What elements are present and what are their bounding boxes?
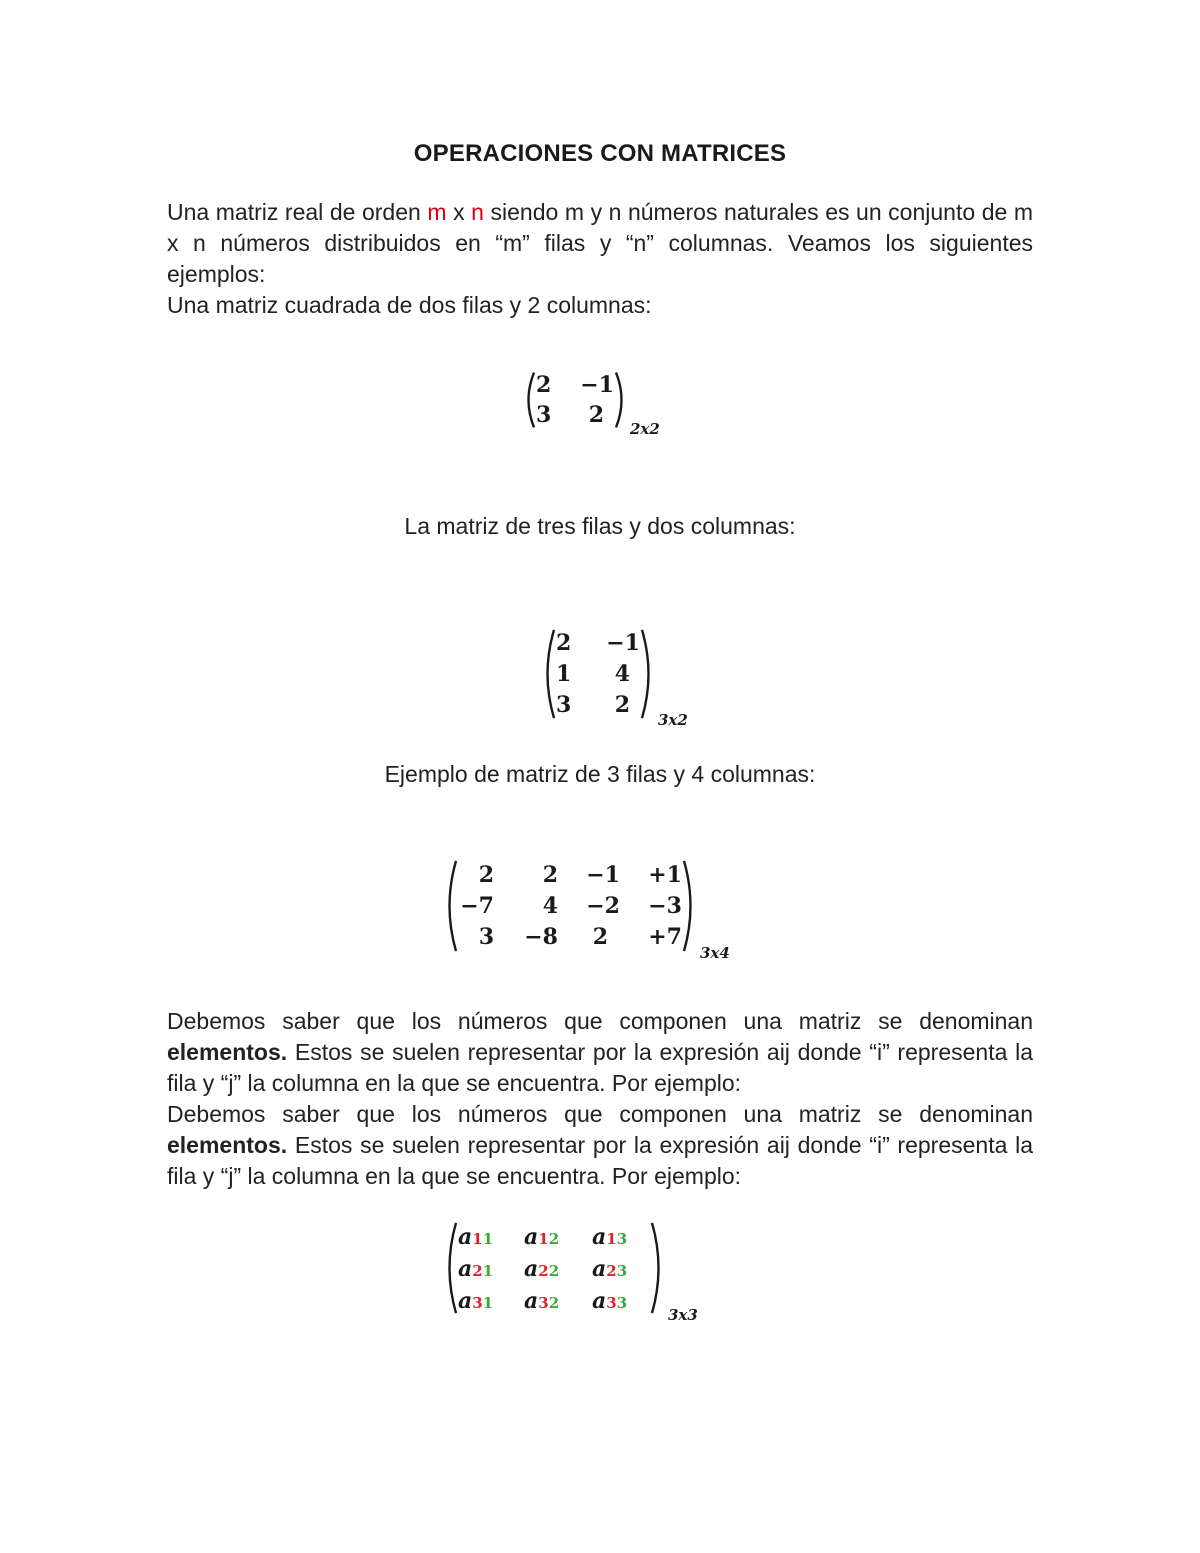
aij-expression: aij [766, 1132, 790, 1158]
matrix-element-a32 [524, 1286, 592, 1318]
column-index: 2 [548, 1230, 560, 1248]
matrix-3x3-elements [442, 1222, 698, 1324]
elements-text-1: Debemos saber que los números que componen una matriz se denominan [167, 1101, 1033, 1127]
left-paren [442, 1222, 458, 1314]
matrix-cell: −3 [648, 893, 682, 919]
matrix-element-a23 [592, 1254, 650, 1286]
row-index: 2 [606, 1262, 617, 1280]
matrix-2x2-grid [536, 372, 614, 428]
matrix-cell: −1 [586, 862, 620, 888]
matrix-3x2 [540, 629, 688, 729]
matrix-cell: 4 [542, 893, 558, 919]
element-letter: a [458, 1224, 473, 1250]
column-index: 1 [482, 1230, 494, 1248]
matrix-cell: 1 [556, 661, 572, 687]
intro-paragraph [167, 197, 1033, 321]
right-paren [614, 372, 628, 428]
right-paren [682, 860, 698, 952]
element-letter: a [524, 1288, 539, 1314]
matrix-element-a21 [458, 1254, 524, 1286]
left-paren [522, 372, 536, 428]
column-index: 1 [482, 1262, 494, 1280]
matrix-cell: −8 [524, 924, 558, 950]
order-n: n [471, 199, 484, 225]
element-letter: a [458, 1288, 473, 1314]
matrix-cell: 3 [536, 402, 552, 428]
elements-bold: elementos. [167, 1132, 288, 1158]
matrix-cell: +1 [648, 862, 682, 888]
page-title: OPERACIONES CON MATRICES [413, 140, 787, 167]
matrix-element-a22 [524, 1254, 592, 1286]
matrix-order-label: 3x4 [700, 944, 730, 962]
column-index: 3 [616, 1294, 628, 1312]
row-index: 3 [606, 1294, 617, 1312]
order-m: m [427, 199, 447, 225]
caption-3x4: Ejemplo de matriz de 3 filas y 4 columnas: [384, 761, 816, 787]
elements-text-3: donde “i” representa la fila y “j” la columna en la que se encuentra. Por ejemplo: [167, 1039, 1033, 1096]
matrix-order-label: 3x2 [658, 711, 688, 729]
row-index: 1 [538, 1230, 549, 1248]
matrix-element-a11 [458, 1222, 524, 1254]
intro-text-2: siendo m y n números naturales es un conjunto de m x n números distribuidos en “m” filas y “n” columnas. Veamos los siguientes ejemplos: [167, 199, 1033, 287]
intro-line-3: Una matriz cuadrada de dos filas y 2 columnas: [167, 292, 652, 318]
matrix-3x4 [442, 860, 730, 962]
matrix-2x2 [522, 372, 660, 438]
matrix-3x3-grid [458, 1222, 650, 1314]
element-letter: a [524, 1256, 539, 1282]
column-index: 2 [548, 1262, 560, 1280]
elements-paragraph-repeat [167, 1099, 1033, 1192]
elements-paragraph [167, 1006, 1033, 1099]
order-x: x [446, 199, 472, 225]
elements-text-3: donde “i” representa la fila y “j” la columna en la que se encuentra. Por ejemplo: [167, 1132, 1033, 1189]
caption-3x2: La matriz de tres filas y dos columnas: [404, 513, 796, 539]
matrix-cell: 4 [614, 661, 630, 687]
element-letter: a [592, 1288, 607, 1314]
matrix-cell: 3 [556, 692, 572, 718]
left-paren [442, 860, 458, 952]
matrix-element-a13 [592, 1222, 650, 1254]
right-paren [650, 1222, 666, 1314]
column-index: 3 [616, 1230, 628, 1248]
matrix-cell: 2 [556, 630, 572, 656]
element-letter: a [592, 1256, 607, 1282]
matrix-3x2-grid [556, 629, 640, 719]
column-index: 1 [482, 1294, 494, 1312]
matrix-element-a33 [592, 1286, 650, 1318]
row-index: 2 [538, 1262, 549, 1280]
matrix-cell: 2 [614, 692, 630, 718]
matrix-cell: 2 [592, 924, 608, 950]
matrix-cell: 2 [542, 862, 558, 888]
matrix-3x4-grid [458, 860, 682, 952]
row-index: 2 [472, 1262, 483, 1280]
matrix-order-label: 2x2 [630, 420, 660, 438]
elements-bold: elementos. [167, 1039, 288, 1065]
element-letter: a [592, 1224, 607, 1250]
row-index: 1 [606, 1230, 617, 1248]
matrix-cell: 2 [588, 402, 604, 428]
matrix-cell: +7 [648, 924, 682, 950]
matrix-cell: −1 [580, 372, 614, 398]
left-paren [540, 629, 556, 719]
aij-expression: aij [766, 1039, 790, 1065]
elements-text-2: Estos se suelen representar por la expresión [287, 1132, 767, 1158]
intro-text-1: Una matriz real de orden [167, 199, 428, 225]
element-letter: a [524, 1224, 539, 1250]
column-index: 3 [616, 1262, 628, 1280]
elements-text-2: Estos se suelen representar por la expresión [287, 1039, 767, 1065]
row-index: 3 [472, 1294, 483, 1312]
matrix-cell: −1 [606, 630, 640, 656]
matrix-element-a12 [524, 1222, 592, 1254]
row-index: 1 [472, 1230, 483, 1248]
matrix-element-a31 [458, 1286, 524, 1318]
element-letter: a [458, 1256, 473, 1282]
matrix-cell: 2 [478, 862, 494, 888]
matrix-order-label: 3x3 [668, 1306, 698, 1324]
row-index: 3 [538, 1294, 549, 1312]
column-index: 2 [548, 1294, 560, 1312]
elements-text-1: Debemos saber que los números que componen una matriz se denominan [167, 1008, 1033, 1034]
matrix-cell: −7 [460, 893, 494, 919]
right-paren [640, 629, 656, 719]
matrix-cell: −2 [586, 893, 620, 919]
matrix-cell: 2 [536, 372, 552, 398]
matrix-cell: 3 [478, 924, 494, 950]
